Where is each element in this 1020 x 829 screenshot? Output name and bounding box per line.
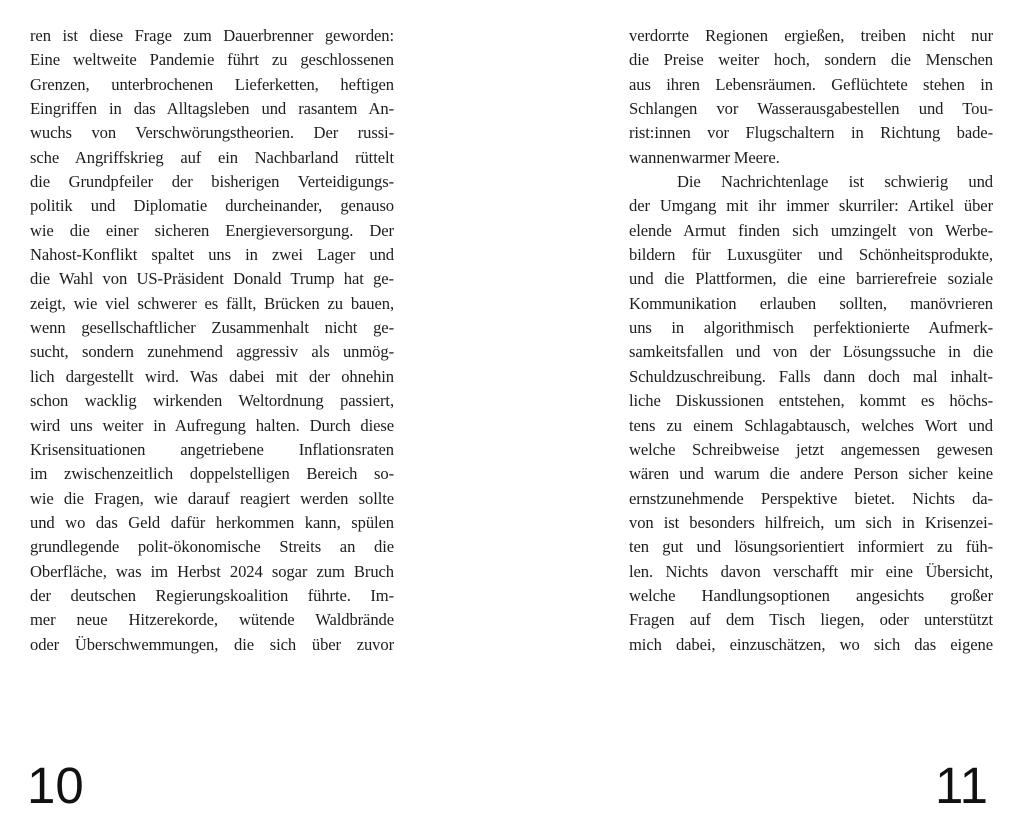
text-line: schon wacklig wirkenden Weltordnung passiert,: [30, 391, 394, 411]
text-line: Grenzen, unterbrochenen Lieferketten, heftigen: [30, 74, 394, 94]
text-line: wannenwarmer Meere.: [629, 147, 780, 167]
text-line: Eingriffen in das Alltagsleben und rasantem An-: [30, 99, 394, 119]
text-line: welche Schreibweise jetzt angemessen gewesen: [629, 439, 993, 459]
page-number-left: 10: [27, 757, 84, 814]
page-number-right: 11: [935, 757, 988, 814]
text-line: der Umgang mit ihr immer skurriler: Artikel über: [629, 196, 993, 216]
text-line: Fragen auf dem Tisch liegen, oder unterstützt: [629, 610, 993, 630]
text-line: tens zu einem Schlagabtausch, welches Wort und: [629, 415, 993, 435]
text-line: im zwischenzeitlich doppelstelligen Bereich so-: [30, 464, 394, 484]
text-line: bildern für Luxusgüter und Schönheitsprodukte,: [629, 245, 993, 265]
text-line: von ist besonders hilfreich, um sich in Krisenzei-: [629, 512, 993, 532]
text-line: ren ist diese Frage zum Dauerbrenner geworden:: [30, 26, 394, 45]
text-line: Oberfläche, was im Herbst 2024 sogar zum Bruch: [30, 561, 394, 581]
text-line: Die Nachrichtenlage ist schwierig und: [677, 172, 993, 192]
text-line: Schuldzuschreibung. Falls dann doch mal inhalt-: [629, 366, 993, 386]
text-line: aus ihren Lebensräumen. Geflüchtete stehen in: [629, 74, 993, 94]
text-line: ernstzunehmende Perspektive bietet. Nichts da-: [629, 488, 993, 508]
text-line: grundlegende polit-ökonomische Streits an die: [30, 537, 394, 557]
text-line: ten gut und lösungsorientiert informiert zu füh-: [629, 537, 993, 557]
text-line: und die Plattformen, die eine barrierefreie soziale: [629, 269, 993, 289]
text-line: die Wahl von US-Präsident Donald Trump hat ge-: [30, 269, 394, 289]
text-line: wären und warum die andere Person sicher keine: [629, 464, 993, 484]
text-line: die Grundpfeiler der bisherigen Verteidigungs-: [30, 172, 394, 192]
text-line: mer neue Hitzerekorde, wütende Waldbrände: [30, 610, 394, 630]
text-line: lich dargestellt wird. Was dabei mit der ohnehin: [30, 366, 394, 386]
text-line: rist:innen vor Flugschaltern in Richtung bade-: [629, 123, 993, 143]
left-page-text-column: [30, 24, 394, 657]
text-line: Eine weltweite Pandemie führt zu geschlossenen: [30, 50, 394, 70]
text-line: und wo das Geld dafür herkommen kann, spülen: [30, 512, 394, 532]
text-line: der deutschen Regierungskoalition führte. Im-: [30, 585, 394, 605]
text-line: wird uns weiter in Aufregung halten. Durch diese: [30, 415, 394, 435]
text-line: welche Handlungsoptionen angesichts großer: [629, 585, 993, 605]
text-line: Krisensituationen angetriebene Inflationsraten: [30, 439, 394, 459]
text-line: sucht, sondern zunehmend aggressiv als unmög-: [30, 342, 394, 362]
text-line: wie die Fragen, wie darauf reagiert werden sollte: [30, 488, 394, 508]
text-line: die Preise weiter hoch, sondern die Menschen: [629, 50, 993, 70]
text-line: Schlangen vor Wasserausgabestellen und Tou-: [629, 99, 993, 119]
text-line: verdorrte Regionen ergießen, treiben nicht nur: [629, 26, 993, 45]
text-line: elende Armut finden sich umzingelt von Werbe-: [629, 220, 993, 240]
text-line: oder Überschwemmungen, die sich über zuvor: [30, 634, 394, 654]
text-line: wenn gesellschaftlicher Zusammenhalt nicht ge-: [30, 318, 394, 338]
text-line: samkeitsfallen und von der Lösungssuche in die: [629, 342, 993, 362]
text-line: Kommunikation erlauben sollten, manövrieren: [629, 293, 993, 313]
text-line: wie die einer sicheren Energieversorgung. Der: [30, 220, 394, 240]
text-line: len. Nichts davon verschafft mir eine Übersicht,: [629, 561, 993, 581]
text-line: zeigt, wie viel schwerer es fällt, Brücken zu bauen,: [30, 293, 394, 313]
text-line: politik und Diplomatie durcheinander, genauso: [30, 196, 394, 216]
text-line: mich dabei, einzuschätzen, wo sich das eigene: [629, 634, 993, 654]
text-line: liche Diskussionen entstehen, kommt es höchs-: [629, 391, 993, 411]
text-line: sche Angriffskrieg auf ein Nachbarland rüttelt: [30, 147, 394, 167]
text-line: uns in algorithmisch perfektionierte Aufmerk-: [629, 318, 993, 338]
text-line: Nahost-Konflikt spaltet uns in zwei Lager und: [30, 245, 394, 265]
right-page-text-column: [629, 24, 993, 657]
text-line: wuchs von Verschwörungstheorien. Der russi-: [30, 123, 394, 143]
